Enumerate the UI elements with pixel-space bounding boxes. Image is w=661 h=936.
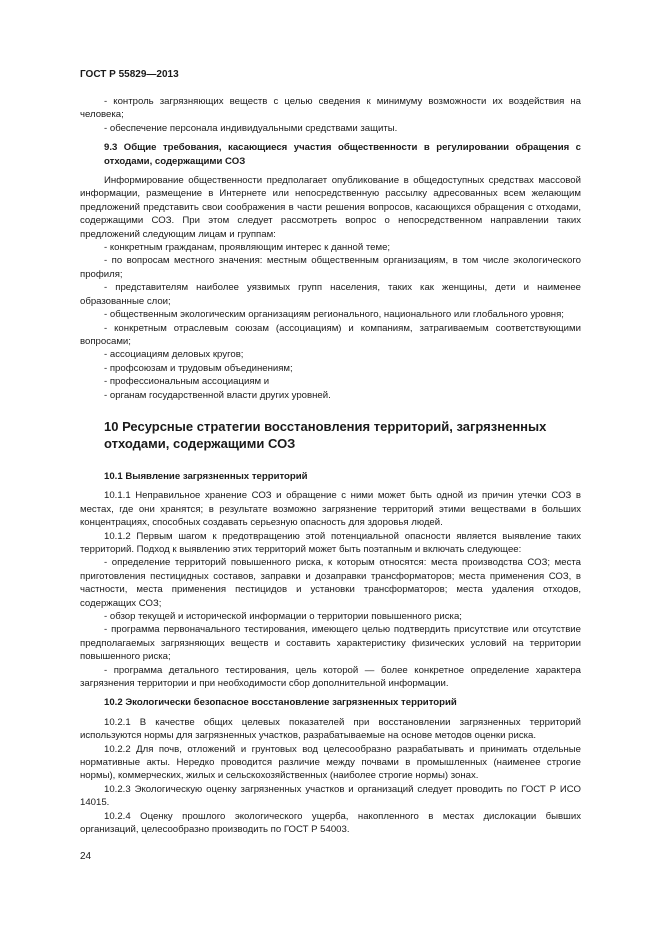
paragraph: 10.1.2 Первым шагом к предотвращению этой потенциальной опасности является выявление таких территорий. Подход к выявлению этих территорий может быть поэтапным и включать следующее: [80, 530, 581, 555]
paragraph: - контроль загрязняющих веществ с целью сведения к минимуму возможности их воздействия на человека; [80, 96, 581, 121]
paragraph: - ассоциациям деловых кругов; [104, 349, 244, 361]
document-header: ГОСТ Р 55829—2013 [80, 69, 179, 80]
paragraph: - программа детального тестирования, цель которой — более конкретное определение характера загрязнения территории и при необходимости сбор дополнительной информации. [80, 664, 581, 690]
paragraph: 10.2.3 Экологическую оценку загрязненных участков и организаций следует проводить по ГОСТ Р ИСО 14015. [80, 783, 581, 809]
paragraph: - общественным экологическим организациям регионального, национального или глобального уровня; [104, 309, 564, 321]
paragraph: 10.2.4 Оценку прошлого экологического ущерба, накопленного в местах дислокации бывших организаций, целесообразно производить по ГОСТ Р 54003. [80, 810, 581, 836]
paragraph: 10.2.2 Для почв, отложений и грунтовых вод целесообразно разрабатывать и принимать отдельные нормативные акты. Нередко проводится различие между почвами в промышленных (наименее строгие нормы), коммерческих, жилых и сельскохозяйственных (наиболее строгие нормы) зонах. [80, 743, 581, 782]
paragraph: - обзор текущей и исторической информации о территории повышенного риска; [104, 611, 462, 622]
paragraph: - представителям наиболее уязвимых групп населения, таких как женщины, дети и наименее образованные слои; [80, 282, 581, 307]
subsection-heading: 10.1 Выявление загрязненных территорий [104, 470, 308, 482]
paragraph: Информирование общественности предполагает опубликование в общедоступных средствах массовой информации, размещение в Интернете или непосредственную рассылку адресованных всем желающим предложений представить свои соображения в части решения вопросов, касающихся обращения с отходами, содержащими СОЗ. При этом следует рассмотреть вопрос о непосредственном направлении таких предложений следующим лицам и группам: [80, 175, 581, 240]
paragraph: - обеспечение персонала индивидуальными средствами защиты. [104, 122, 398, 134]
paragraph: 10.2.1 В качестве общих целевых показателей при восстановлении загрязненных территорий используются нормы для загрязненных участков, разрабатываемые на основе методов оценки риска. [80, 716, 581, 742]
paragraph: - профессиональным ассоциациям и [104, 376, 270, 388]
paragraph: - по вопросам местного значения: местным общественным организациям, в том числе экологического профиля; [80, 255, 581, 280]
section-heading: 10 Ресурсные стратегии восстановления территорий, загрязненных отходами, содержащими СОЗ [104, 418, 547, 451]
subsection-heading: 10.2 Экологически безопасное восстановление загрязненных территорий [104, 697, 457, 709]
paragraph: - профсоюзам и трудовым объединениям; [104, 362, 293, 374]
paragraph: - программа первоначального тестирования, имеющего целью подтвердить присутствие или отсутствие предполагаемых загрязняющих веществ и составить характеристику физических условий на территории повышенного риска; [80, 624, 581, 663]
subsection-heading: 9.3 Общие требования, касающиеся участия общественности в регулировании обращения с отходами, содержащими СОЗ [104, 142, 581, 167]
paragraph: - органам государственной власти других уровней. [104, 389, 331, 401]
paragraph: 10.1.1 Неправильное хранение СОЗ и обращение с ними может быть одной из причин утечки СОЗ в местах, где они хранятся; в результате возможно загрязнение территорий этими веществами в больших концентрациях, способных создавать серьезную опасность для здоровья людей. [80, 490, 581, 529]
paragraph: - конкретным гражданам, проявляющим интерес к данной теме; [104, 242, 391, 254]
page-number: 24 [80, 851, 92, 862]
paragraph: - определение территорий повышенного риска, к которым относятся: места производства СОЗ; места приготовления пестицидных составов, заправки и дозаправки трансформаторов; места применения СОЗ, в частности, места применения пестицидов и установки трансформаторов; места удаления отходов, содержащих СОЗ; [80, 557, 581, 609]
paragraph: - конкретным отраслевым союзам (ассоциациям) и компаниям, затрагиваемым соответствующими вопросами; [80, 322, 581, 347]
document-body [80, 95, 581, 837]
